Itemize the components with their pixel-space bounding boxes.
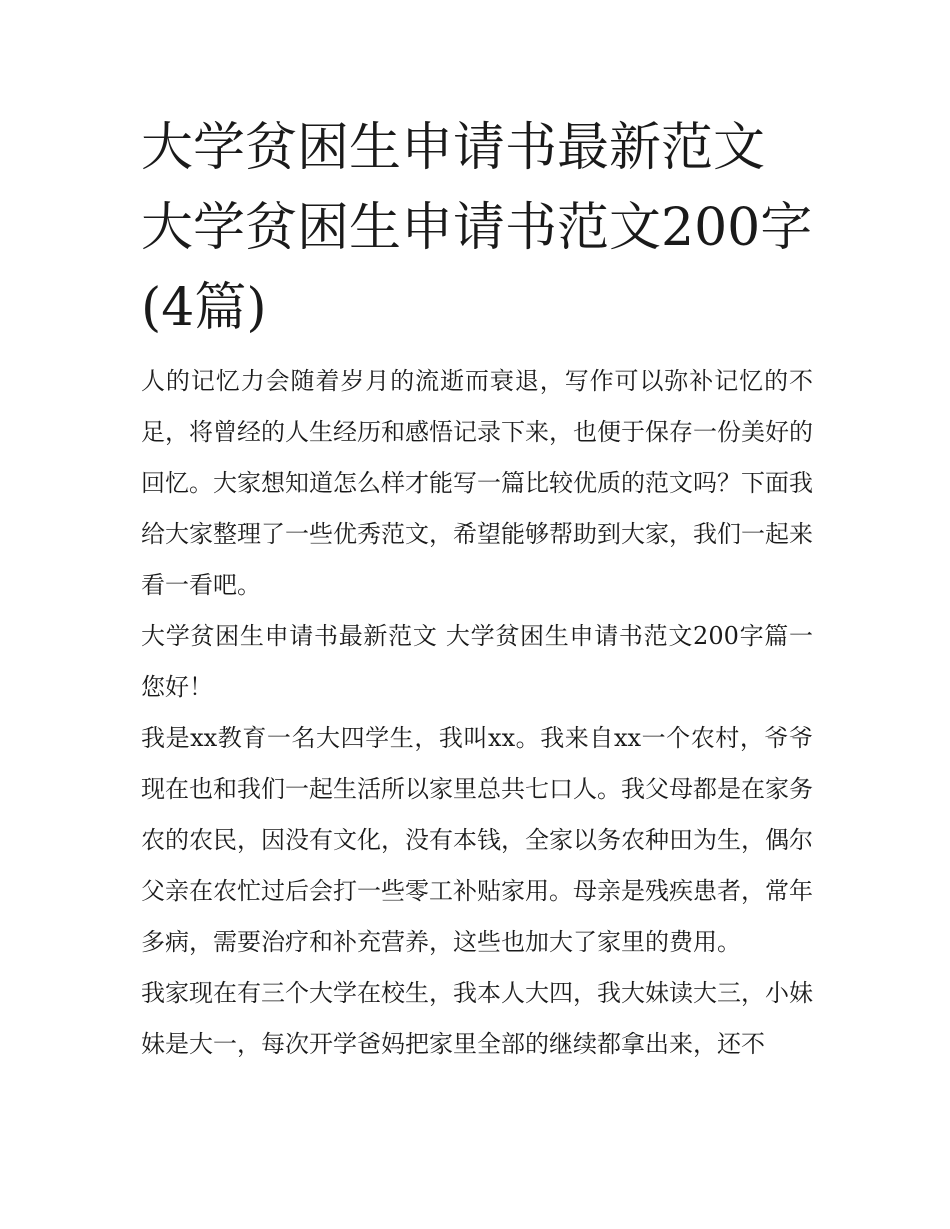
document-title: 大学贫困生申请书最新范文 大学贫困生申请书范文200字(4篇) — [141, 118, 813, 338]
body-paragraph: 我是xx教育一名大四学生，我叫xx。我来自xx一个农村，爷爷现在也和我们一起生活所以家里总共七口人。我父母都是在家务农的农民，因没有文化，没有本钱，全家以务农种田为生，偶尔父亲在农忙过后会打一些零工补贴家用。母亲是残疾患者，常年多病，需要治疗和补充营养，这些也加大了家里的费用。 — [141, 724, 813, 956]
body-paragraph: 我家现在有三个大学在校生，我本人大四，我大妹读大三，小妹妹是大一，每次开学爸妈把家里全部的继续都拿出来，还不 — [141, 979, 813, 1058]
document-page — [141, 108, 813, 1070]
section-heading-paragraph: 大学贫困生申请书最新范文 大学贫困生申请书范文200字篇一 您好！ — [141, 622, 813, 701]
intro-paragraph: 人的记忆力会随着岁月的流逝而衰退，写作可以弥补记忆的不足，将曾经的人生经历和感悟记录下来，也便于保存一份美好的回忆。大家想知道怎么样才能写一篇比较优质的范文吗？下面我给大家整理了一些优秀范文，希望能够帮助到大家，我们一起来看一看吧。 — [141, 367, 813, 599]
